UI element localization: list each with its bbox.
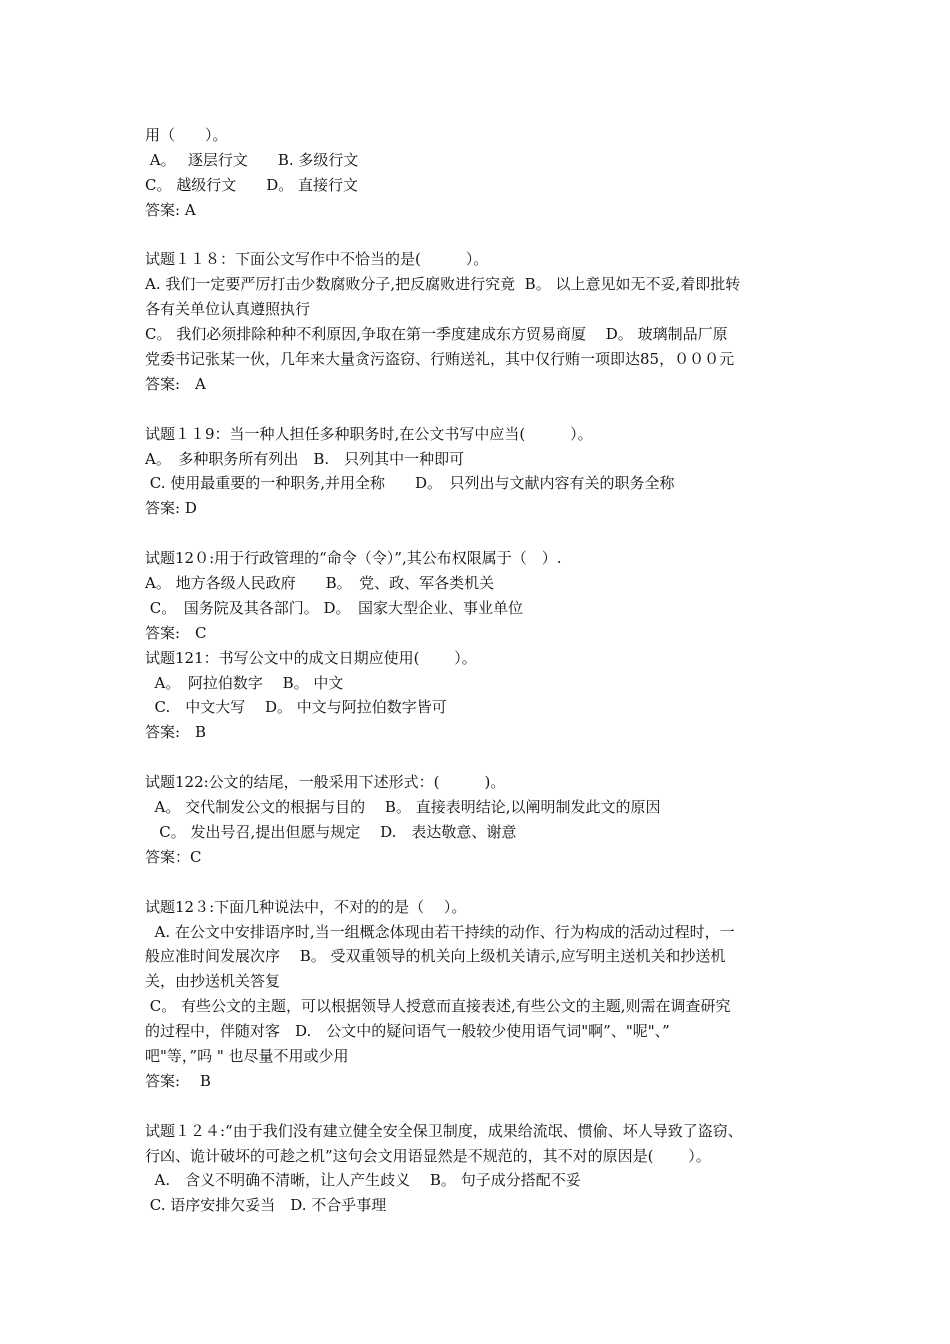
question-stem: 试题12０:用于行政管理的“命令（令）”,其公布权限属于（ ）.	[145, 549, 562, 568]
question-stem: 试题１１８：下面公文写作中不恰当的是( ）。	[145, 250, 489, 269]
question-120	[145, 546, 825, 646]
question-stem: 试题121：书写公文中的成文日期应使用( ）。	[145, 648, 477, 667]
document-body	[145, 123, 825, 1218]
spacer	[145, 745, 825, 770]
question-stem: 试题１２４:“由于我们没有建立健全安全保卫制度，成果给流氓、惯偷、坏人导致了盗窃、	[145, 1121, 743, 1140]
answer: 答案: C	[145, 623, 207, 642]
spacer	[145, 397, 825, 422]
options-line: A. 在公文中安排语序时,当一组概念体现由若干持续的动作、行为构成的活动过程时，一	[145, 922, 735, 941]
question-stem: 用（ ）。	[145, 126, 228, 144]
options-cd: C。 国务院及其各部门。 D。 国家大型企业、事业单位	[145, 598, 524, 617]
answer: 答案: B	[145, 1071, 211, 1090]
question-124	[145, 1119, 825, 1219]
options-cd: C. 语序安排欠妥当 D. 不合乎事理	[145, 1196, 387, 1215]
question-119	[145, 422, 825, 522]
question-121	[145, 646, 825, 746]
options-line: 党委书记张某一伙，几年来大量贪污盗窃、行贿送礼，其中仅行贿一项即达85，０００元	[145, 350, 735, 369]
answer: 答案: A	[145, 200, 196, 219]
options-ab: A。 阿拉伯数字 B。 中文	[145, 673, 344, 692]
options-line: 吧"等，”吗 " 也尽量不用或少用	[145, 1046, 349, 1065]
options-cd: C。 越级行文 D。 直接行文	[145, 175, 359, 194]
options-cd: C。 发出号召,提出但愿与规定 D. 表达敬意、谢意	[145, 822, 517, 841]
spacer	[145, 870, 825, 895]
spacer	[145, 223, 825, 248]
options-line: 各有关单位认真遵照执行	[145, 300, 311, 319]
options-ab: A。 地方各级人民政府 B。 党、政、军各类机关	[145, 574, 495, 593]
question-stem: 试题122:公文的结尾，一般采用下述形式：( )。	[145, 773, 506, 792]
options-line: 关，由抄送机关答复	[145, 972, 281, 991]
options-line: 般应准时间发展次序 B。 受双重领导的机关向上级机关请示,应写明主送机关和抄送机	[145, 947, 726, 966]
options-ab: A。 交代制发公文的根据与目的 B。 直接表明结论,以阐明制发此文的原因	[145, 798, 661, 817]
question-118	[145, 247, 825, 396]
options-ab: A。 逐层行文 B. 多级行文	[145, 150, 359, 169]
options-cd: C. 使用最重要的一种职务,并用全称 D。 只列出与文献内容有关的职务全称	[145, 474, 675, 493]
question-stem: 试题12３:下面几种说法中，不对的的是（ ）。	[145, 897, 467, 916]
question-117	[145, 123, 825, 223]
answer: 答案：C	[145, 847, 202, 866]
answer: 答案: D	[145, 499, 197, 518]
question-123	[145, 895, 825, 1094]
options-ab: A. 含义不明确不清晰，让人产生歧义 B。 句子成分搭配不妥	[145, 1171, 581, 1190]
options-line: 的过程中，伴随对客 D. 公文中的疑问语气一般较少使用语气词"啊”、"呢"、”	[145, 1022, 670, 1041]
question-stem: 试题１１9：当一种人担任多种职务时,在公文书写中应当( ）。	[145, 424, 593, 443]
question-122	[145, 770, 825, 870]
spacer	[145, 1094, 825, 1119]
options-line: C。 我们必须排除种种不利原因,争取在第一季度建成东方贸易商厦 D。 玻璃制品厂原	[145, 325, 728, 344]
options-cd: C. 中文大写 D。 中文与阿拉伯数字皆可	[145, 698, 447, 717]
options-line: C。 有些公文的主题，可以根据领导人授意而直接表述,有些公文的主题,则需在调查研究	[145, 997, 731, 1016]
answer: 答案: A	[145, 374, 206, 393]
spacer	[145, 521, 825, 546]
options-line: A. 我们一定要严厉打击少数腐败分子,把反腐败进行究竟 B。 以上意见如无不妥,着即批转	[145, 275, 741, 294]
answer: 答案: B	[145, 723, 207, 742]
options-ab: A。 多种职务所有列出 B. 只列其中一种即可	[145, 449, 465, 468]
question-stem: 行凶、诡计破坏的可趁之机”这句会文用语显然是不规范的，其不对的原因是( ）。	[145, 1146, 711, 1165]
